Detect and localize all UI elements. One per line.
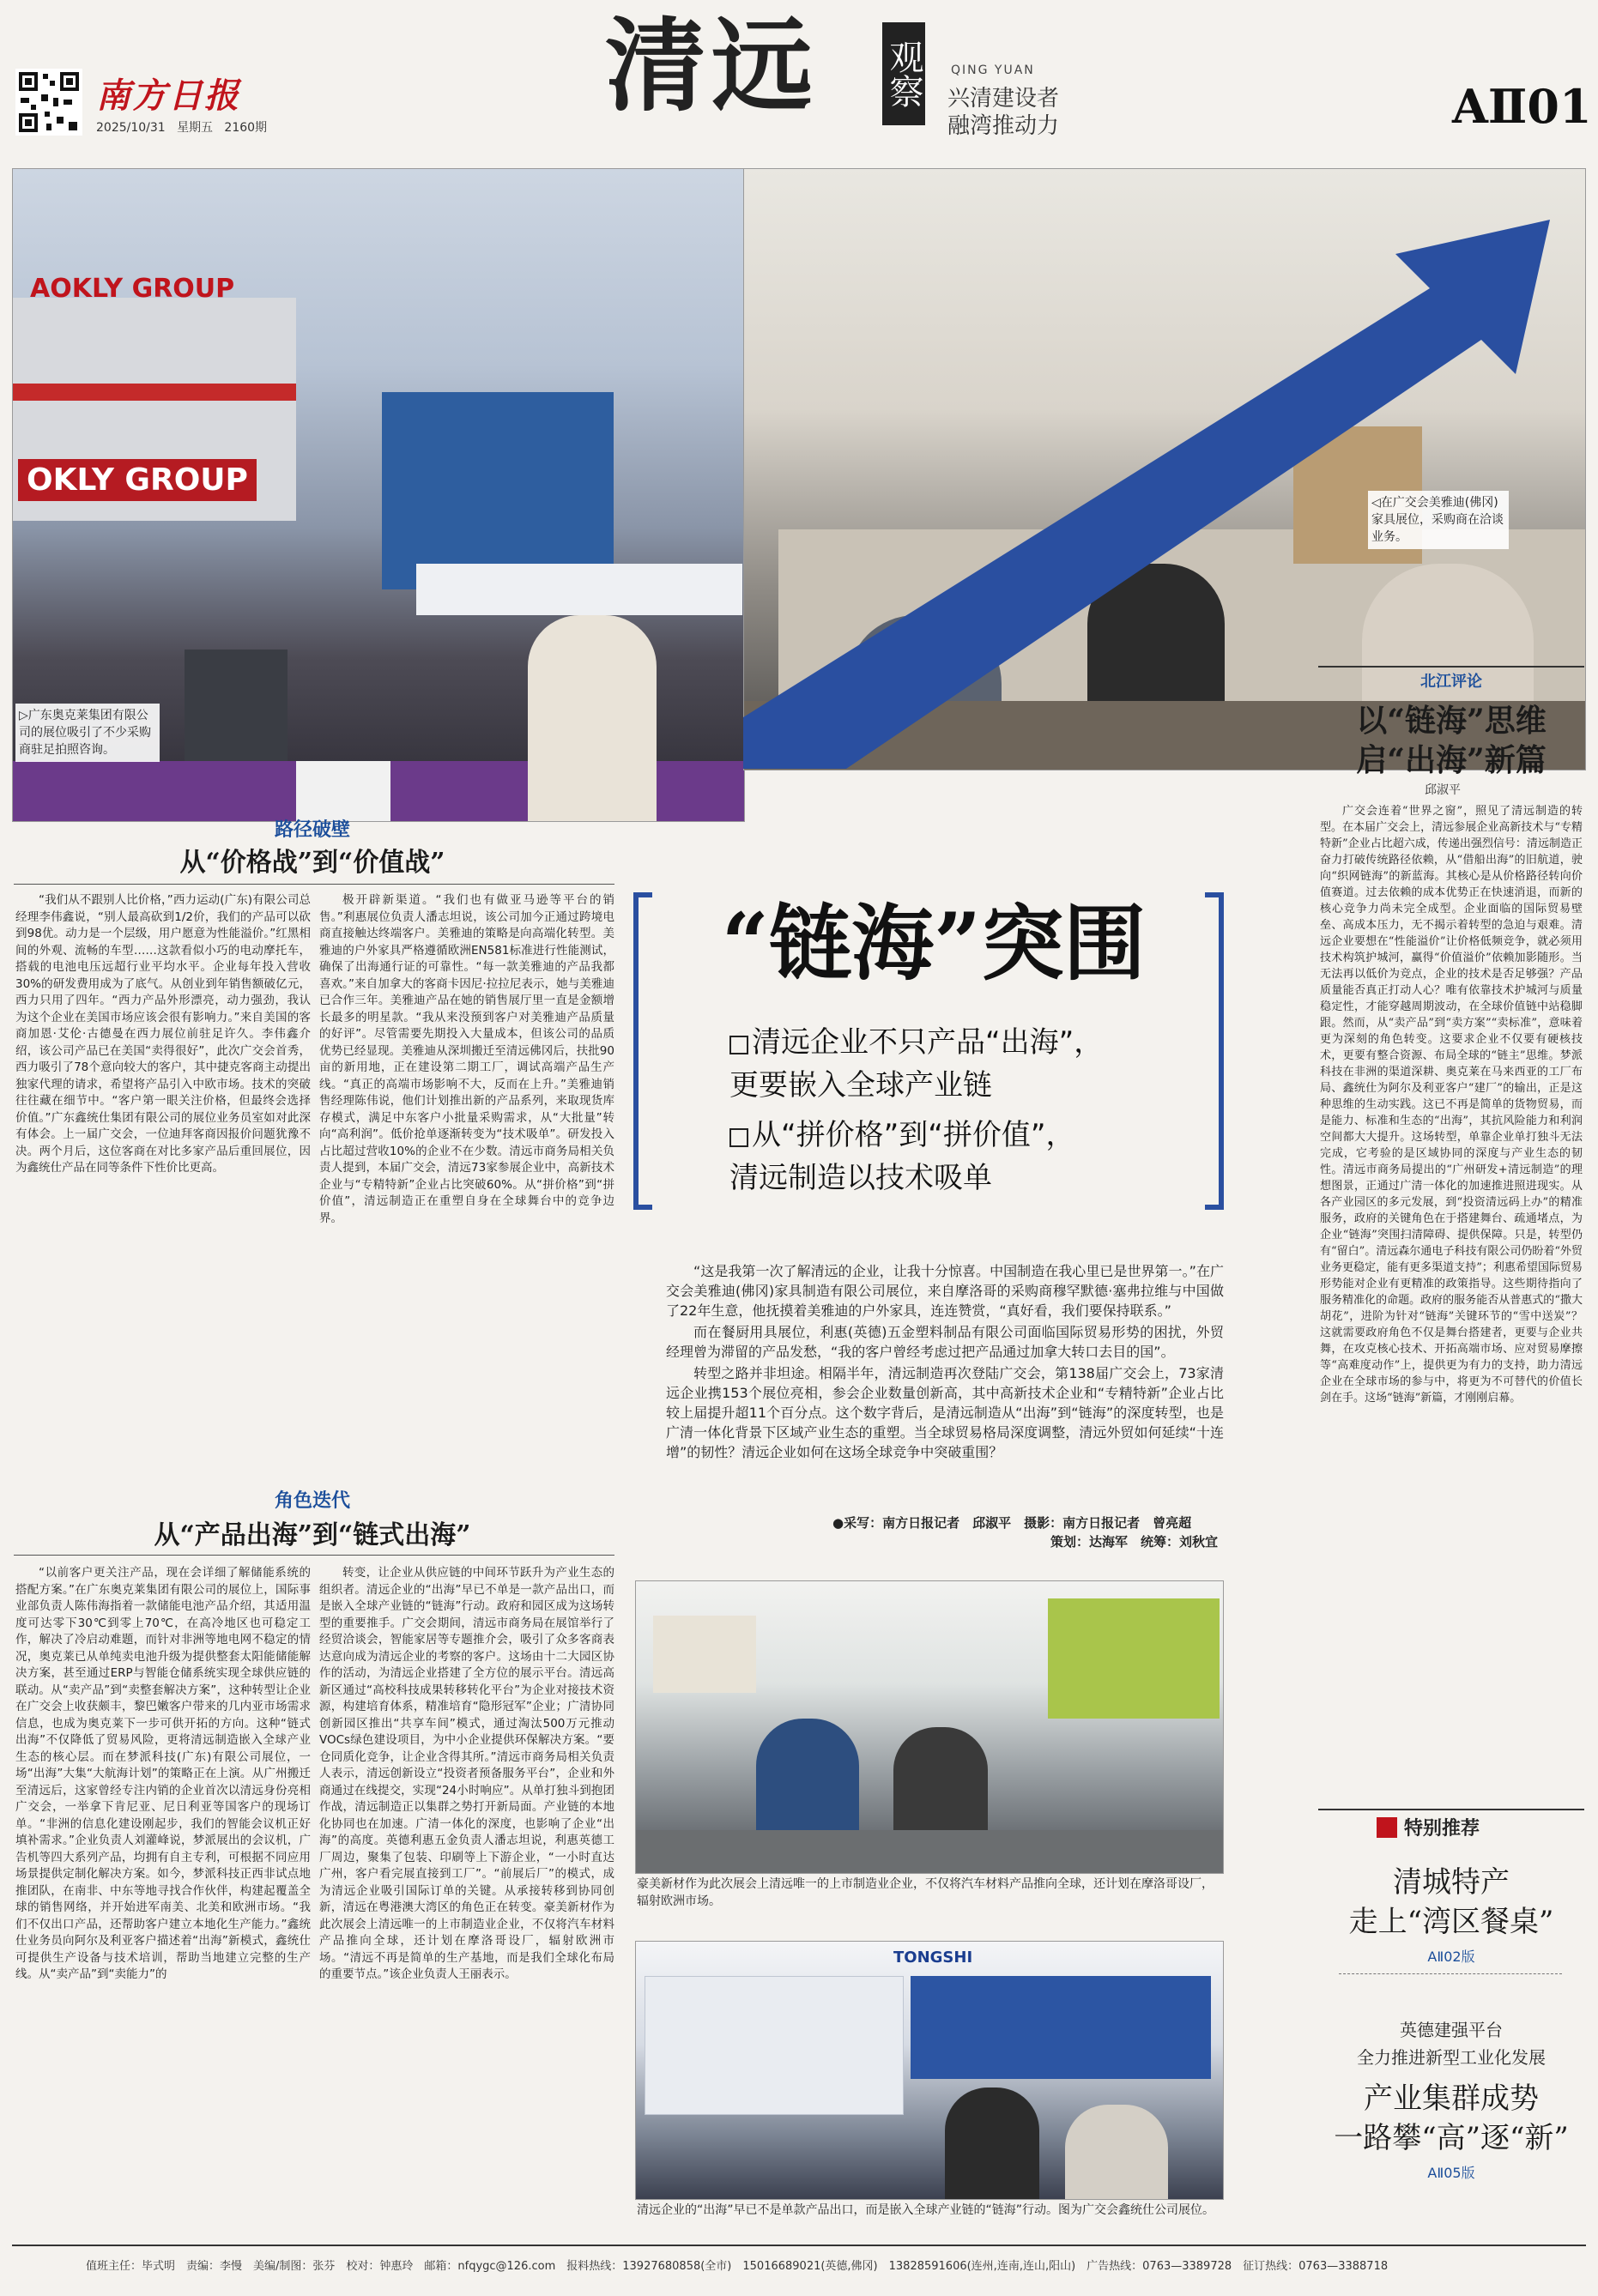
recommend-1-title-2[interactable]: 走上“湾区餐桌” bbox=[1348, 1905, 1554, 1939]
section1-title: 从“价格战”到“价值战” bbox=[179, 848, 445, 878]
masthead bbox=[0, 0, 1598, 163]
recommend-2-kicker-2: 全力推进新型工业化发展 bbox=[1357, 2047, 1546, 2068]
booth-sign-2: OKLY GROUP bbox=[18, 459, 257, 501]
checkbox-icon bbox=[729, 1036, 748, 1054]
footer-credits: 值班主任：毕式明 责编：李慢 美编/制图：张芬 校对：钟惠玲 邮箱：nfqygc@126.com 报料热线：13927680858(全市) 15016689021(英德,佛冈) 13828591606(连州,连南,连山,阳山) 广告热线：0763—3389728 征订热线：0763—3388718 bbox=[86, 2260, 1389, 2273]
commentary-title-1: 以“链海”思维 bbox=[1356, 703, 1547, 739]
section1-col2: 极开辟新渠道。“我们也有做亚马逊等平台的销售。”利惠展位负责人潘志坦说，该公司加今正通过跨境电商直接触达终端客户。美雅迪的策略是向高端化转型。美雅迪的户外家具严格遵循欧洲EN581标准进行性能测试，确保了出海通行证的可靠性。“每一款美雅迪的产品我都喜欢。”来自加拿大的客商卡因尼·拉拉尼表示，她与美雅迪已合作三年。美雅迪产品在她的销售展厅里一直是金额增长最多的明星款。“我从来没预到客户对美雅迪产品质量的好评”。尽管需要先期投入大量成本，但该公司的品质优势已经显现。美雅迪从深圳搬迁至清远佛冈后，扶批90亩的新用地，正在建设第二期工厂，调试高端产品生产线。“真正的高端市场影响不大，反而在上升。”美雅迪销售经理陈伟说，他们计划推出新的产品系列，来取现货库存模式，满足中东客户小批量采购需求，从“大批量”转向“高利润”。低价抢单逐渐转变为“技术吸单”。研发投入占比超过营收10%的企业不在少数。清远市商务局相关负责人提到，本届广交会，清远73家参展企业中，高新技术企业与“专精特新”企业占比突破60%。从“拼价格”到“拼价值”，清远制造正在重塑自身在全球舞台中的竞争边界。 bbox=[319, 893, 614, 1225]
recommend-2-title-2[interactable]: 一路攀“高”逐“新” bbox=[1334, 2121, 1569, 2155]
recommend-2-page[interactable]: AⅡ05版 bbox=[1427, 2165, 1475, 2181]
booth-sign-tongshi: TONGSHI bbox=[893, 1949, 973, 1967]
section1-col1: “我们从不跟别人比价格，”西力运动(广东)有限公司总经理李伟鑫说，“别人最高砍到1/2价，我们的产品可以砍到98优。动力是一个层级，用户愿意为性能溢价。”红黑相间的外观、流畅的车型……这款看似小巧的电动摩托车，搭载的电池电压远超行业平均水平。企业每年投入营收30%的研发费用成为了底气。从创业到年销售额破亿元，西力只用了四年。“西力产品外形漂亮，动力强劲，我认为这个企业在美国市场应该会很有影响力。”来自美国的客商加恩·艾伦·古德曼在西力展位前驻足许久。李伟鑫介绍，该公司产品已在美国“卖得很好”，此次广交会首秀，西力吸引了78个意向较大的客户，其中捷克客商主动提出独家代理的请求，希望将产品引入中欧市场。技术的突破往往藏在细节中。“客户第一眼关注价格，但最终会选择价值。”广东鑫统仕集团有限公司的展位业务员室如对此深有体会。上一届广交会，一位迪拜客商因报价问题犹豫不决。两个月后，这位客商在对比多家产品后重回展位，因为鑫统仕产品在同等条件下性价比更高。 bbox=[15, 893, 311, 1175]
booth-sign-1: AOKLY GROUP bbox=[30, 274, 235, 304]
recommend-label: 特别推荐 bbox=[1377, 1814, 1480, 1840]
caption-tongshi: 清远企业的“出海”早已不是单款产品出口，而是嵌入全球产业链的“链海”行动。图为广交会鑫统仕公司展位。 bbox=[637, 2203, 1215, 2217]
commentary-author: 邱淑平 bbox=[1425, 783, 1461, 797]
headline-box bbox=[633, 892, 1224, 1210]
section-badge: 观察 bbox=[882, 22, 925, 125]
photo-haomei-booth bbox=[635, 1580, 1224, 1874]
issue-number: 2160期 bbox=[224, 121, 268, 135]
commentary-title-2: 启“出海”新篇 bbox=[1356, 742, 1547, 778]
section1-kicker: 路径破壁 bbox=[274, 819, 350, 841]
section2-title: 从“产品出海”到“链式出海” bbox=[154, 1520, 471, 1550]
caption-haomei: 豪美新材作为此次展会上清远唯一的上市制造业企业，不仅将汽车材料产品推向全球，还计划在摩洛哥设厂，辐射欧洲市场。 bbox=[637, 1877, 1214, 1908]
commentary-label: 北江评论 bbox=[1420, 673, 1482, 691]
section-title: 清远 bbox=[605, 6, 819, 125]
issue-date: 2025/10/31 bbox=[96, 121, 166, 135]
recommend-1-page[interactable]: AⅡ02版 bbox=[1427, 1949, 1475, 1965]
checkbox-icon bbox=[729, 1128, 748, 1147]
section2-col1: “以前客户更关注产品，现在会详细了解储能系统的搭配方案。”在广东奥克莱集团有限公司的展位上，国际事业部负责人陈伟海指着一款储能电池产品介绍，其适用温度可达零下30℃到零上70℃，在高冷地区也可稳定工作，解决了冷启动难题，而针对非洲等地电网不稳定的情况，奥克莱已从单纯卖电池升级为提供整套太阳能储能解决方案，甚至通过ERP与智能仓储系统实现全球供应链的联动。从“卖产品”到“卖整套解决方案”，这种转型让企业在广交会上收获颇丰，黎巴嫩客户带来的几内亚市场需求信息，也成为奥克莱下一步可供开拓的方向。这种“链式出海”不仅降低了贸易风险，更将清远制造嵌入全球产业生态的核心层。而在梦派科技(广东)有限公司展位，一场“出海”大集“大航海计划”的策略正在上演。从广州搬迁至清远后，这家曾经专注内销的企业首次以清远身份亮相广交会，一举拿下肯尼亚、尼日利亚等国客户的现场订单。“非洲的信息化建设刚起步，我们的智能会议机正好填补需求。”企业负责人刘灌峰说，梦派展出的会议机，广告机等四大系列产品，均拥有自主专利，可根据不同应用场景提供定制化解决方案。如今，梦派科技正西非试点地推团队，在南非、中东等地寻找合作伙伴，构建起覆盖全球的销售网络，并开始进军南美、北美和欧洲市场。“我们不仅出口产品，还帮助客户建立本地化生产能力。”鑫统仕业务员向阿尔及利亚客户描述着“出海”新模式，鑫统仕可提供生产设备与技术培训，帮助当地建立完整的生产线。从“卖产品”到“卖能力”的 bbox=[15, 1566, 311, 1981]
caption-aokly: ▷广东奥克莱集团有限公司的展位吸引了不少采购商驻足拍照咨询。 bbox=[15, 704, 160, 762]
slogan-line-1: 兴清建设者 bbox=[947, 86, 1060, 112]
headline-title: “链海”突围 bbox=[721, 895, 1147, 992]
page-number: AⅡ01 bbox=[1452, 79, 1592, 134]
paper-name: 南方日报 bbox=[96, 76, 240, 116]
headline-deck-2: 从“拼价格”到“拼价值”， 清远制造以技术吸单 bbox=[729, 1118, 1075, 1195]
byline-2: 策划：达海军 统筹：刘秋宜 bbox=[1050, 1534, 1219, 1550]
recommend-2-title-1[interactable]: 产业集群成势 bbox=[1364, 2082, 1539, 2116]
qr-code-icon[interactable] bbox=[15, 69, 82, 136]
section2-col2: 转变，让企业从供应链的中间环节跃升为产业生态的组织者。清远企业的“出海”早已不单是一款产品出口，而是嵌入全球产业链的“链海”行动。政府和园区成为这场转型的重要推手。广交会期间，清远市商务局在展馆举行了经贸洽谈会，智能家居等专题推介会，吸引了众多客商表达意向成为清远企业的考察的客户。这场由十二大园区协作的活动，为清远企业搭建了全方位的展示平台。清远高新区通过“高校科技成果转移转化平台”为企业对接技术资源，构建培育体系，精准培育“隐形冠军”企业；广清协同创新园区推出“共享车间”模式，通过淘汰500万元推动VOCs绿色建设项目，为中小企业提供环保解决方案。“要仓同质化竞争，让企业含得其所。”清远市商务局相关负责人表示，清远创新设立“投资者预备服务平台”，企业和外商通过在线提交，实现“24小时响应”。从单打独斗到抱团作战，清远制造正以集群之势打开新局面。产业链的本地化协同也在加速。广清一体化的深度，也影响了企业“出海”的高度。英德利惠五金负责人潘志坦说，利惠英德工厂周边，聚集了包装、印刷等上下游企业，“一小时直达广州，客户看完展直接到工厂”。“前展后厂”的模式，成为清远企业吸引国际订单的关键。从承接转移到协同创新，清远在粤港澳大湾区的角色正在转变。豪美新材作为此次展会上清远唯一的上市制造业企业，不仅将汽车材料产品推向全球，还计划在摩洛哥设厂，辐射欧洲市场。“清远不再是简单的生产基地，而是我们全球化布局的重要节点。”该企业负责人王丽表示。 bbox=[319, 1566, 614, 1981]
headline-deck-1: 清远企业不只产品“出海”， 更要嵌入全球产业链 bbox=[729, 1025, 1104, 1103]
issue-weekday: 星期五 bbox=[177, 121, 214, 135]
section2-kicker: 角色迭代 bbox=[274, 1490, 350, 1512]
recommend-2-kicker-1: 英德建强平台 bbox=[1400, 2020, 1503, 2040]
section-pinyin: QING YUAN bbox=[951, 63, 1035, 77]
recommend-flag-icon bbox=[1377, 1817, 1397, 1838]
recommend-1-title-1[interactable]: 清城特产 bbox=[1393, 1865, 1510, 1900]
slogan-line-2: 融湾推动力 bbox=[947, 113, 1060, 139]
issue-meta bbox=[96, 118, 267, 136]
caption-meiyadi: ◁在广交会美雅迪(佛冈)家具展位，采购商在洽谈业务。 bbox=[1368, 491, 1509, 549]
byline-1: ●采写：南方日报记者 邱淑平 摄影：南方日报记者 曾亮超 bbox=[832, 1515, 1192, 1531]
photo-tongshi-booth bbox=[635, 1941, 1224, 2200]
intro-text: “这是我第一次了解清远的企业，让我十分惊喜。中国制造在我心里已是世界第一。”在广交会美雅迪(佛冈)家具制造有限公司展位，来自摩洛哥的采购商穆罕默德·塞弗拉维与中国做了22年生意，他抚摸着美雅迪的户外家具，连连赞赏，“真好看，我们要保持联系。” 而在餐厨用具展位，利惠(英德)五金塑料制品有限公司面临国际贸易形势的困扰，外贸经理曾为滞留的产品发愁，“我的客户曾经考虑过把产品通过加拿大转口去目的国”。 转型之路并非坦途。相隔半年，清远制造再次登陆广交会，第138届广交会上，73家清远企业携153个展位亮相，参会企业数量创新高，其中高新技术企业和“专精特新”企业占比较上届提升超11个百分点。这个数字背后，是清远制造从“出海”到“链海”的深度转型，也是广清一体化背景下区域产业生态的重塑。当全球贸易格局深度调整，清远外贸如何延续“十连增”的韧性？清远企业如何在这场全球竞争中突破重围？ bbox=[666, 1263, 1224, 1460]
commentary-body: 广交会连着“世界之窗”，照见了清远制造的转型。在本届广交会上，清远参展企业高新技术与“专精特新”企业占比超六成，传递出强烈信号：清远制造正奋力打破传统路径依赖，从“借船出海”的旧航道，驶向“织网链海”的新蓝海。其核心是从价格路径转向价值赛道。过去依赖的成本优势正在快速消退，而新的核心竞争力尚未完全成型。企业面临的国际贸易壁垒、高成本压力，无不揭示着转型的急迫与艰难。清远企业要想在“性能溢价”让价格低频竞争，就必须用技术构筑护城河，赢得“价值溢价”依赖加影随形。当无法再以低价为竞点，企业的技术是否足够强？产品质量能否真正打动人心？唯有依靠技术护城河与质量稳定性，才能穿越周期波动，在全球价值链中站稳脚跟。然而，从“卖产品”到“卖方案”“卖标准”，意味着更为深刻的角色转变。这要求企业不仅要有硬核技术，更要有整合资源、布局全球的“链主”思维。梦派科技在非洲的渠道深耕、奥克莱在马来西亚的工厂布局、鑫统仕为阿尔及利亚客户“建厂”的输出，正是这种思维的生动实践。这已不再是简单的货物贸易，而是能力、标准和生态的“出海”，其抗风险能力和利润空间都大大提升。这场转型，单靠企业单打独斗无法完成，它考验的是区域协同的深度与产业生态的韧性。清远市商务局提出的“广州研发+清远制造”的理想图景，正通过广清一体化的加速推进照进现实。从各产业园区的多元发展，到“投资清远码上办”的精准服务，政府的关键角色在于搭建舞台、疏通堵点，为企业“链海”突围扫清障碍、提供保障。只是，转型仍有“留白”。清远森尔通电子科技有限公司仍盼着“外贸业务更稳定，能有更多渠道支持”；利惠希望国际贸易形势能对企业有更精准的政策指导。这些期待指向了服务精准化的命题。政府的服务能否从普惠式的“撒大胡花”，进阶为针对“链海”关键环节的“雪中送炭”？这就需要政府角色不仅是舞台搭建者，更要与企业共舞，在攻克核心技术、开拓高端市场、应对贸易摩擦等“高难度动作”上，提供更为有力的支持，助力清远企业在全球市场的参与中，将更为不可替代的价值长剑在手。这场“链海”新篇，才刚刚启幕。 bbox=[1320, 805, 1583, 1405]
